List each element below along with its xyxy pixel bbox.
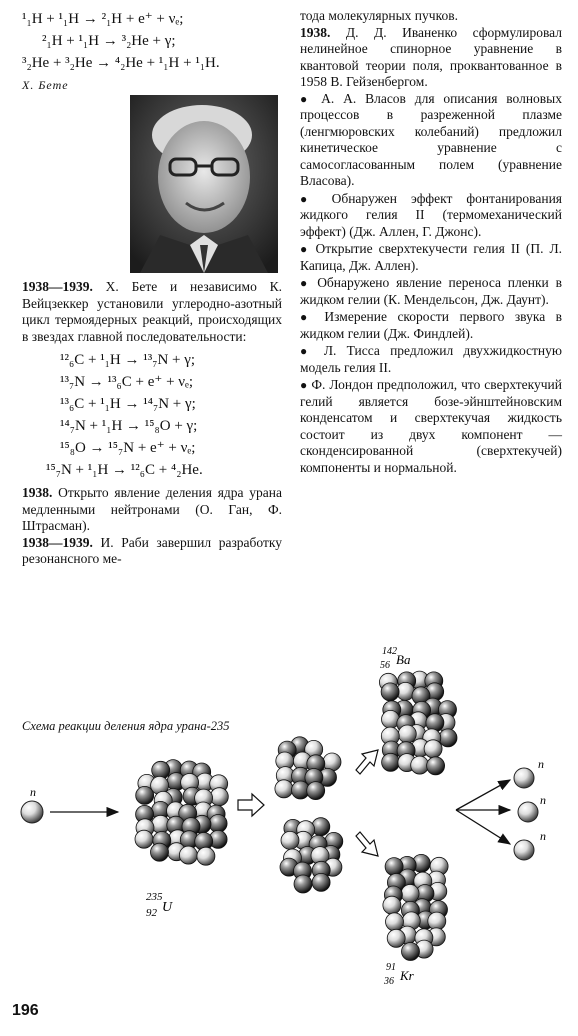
fission-diagram [0,640,578,1000]
paragraph-text: Д. Д. Иваненко сформулировал нелинейное спинорное уравнение в квантовой теории поля, проквантованное в 1958 В. Гейзенбергом. [300,24,562,89]
bullet-item: ● Измерение скорости первого звука в жидком гелии (Дж. Финдлей). [300,309,562,342]
paragraph-text: Х. Бете и независимо К. Вейцзеккер установили углеродно-азотный цикл термоядерных реакций, происходящих в звездах главной последовательности: [22,279,282,344]
pp-chain-equations [22,8,282,74]
cno-cycle-equations [46,349,282,481]
paragraph-bethe [22,279,282,345]
year: 1938—1939. [22,534,93,550]
bullet-item: ● А. А. Власов для описания волновых процессов в разреженной плазме (ленгмюровских колебаний) предложил кинетическое уравнение с самосогласованным полем (уравнение Власова). [300,91,562,190]
charge-number: 36 [384,976,394,987]
nucleon [179,846,197,864]
mass-number: 91 [386,962,396,973]
charge-number: 92 [146,907,157,919]
splitting-nucleus [275,737,343,893]
nucleon [439,729,457,747]
paragraph-text: И. Раби завершил разработку резонансного ме- [22,534,282,566]
nucleon [411,756,429,774]
equation: ¹⁵₇N + ¹₁H → ¹²₆C + ⁴₂He. [46,462,203,478]
nucleon [427,757,445,775]
continued-text: тода молекулярных пучков. [300,8,458,23]
neutron-label: n [540,829,546,843]
nucleon [281,831,299,849]
nucleon [383,896,401,914]
year: 1938—1939. [22,279,93,294]
nucleon [210,788,228,806]
nucleon [386,913,404,931]
paragraph-rabi [22,535,282,568]
nucleon [151,843,169,861]
outgoing-neutron [514,829,546,860]
nucleon [275,780,293,798]
bullet-item: ● Л. Тисса предложил двухжидкостную модель гелия II. [300,343,562,376]
equation: ³₂He + ³₂He → ⁴₂He + ¹₁H + ¹₁H. [22,55,220,71]
nucleon [381,683,399,701]
page-number: 196 [12,1002,39,1019]
paragraph-ivanenko [300,25,562,91]
nucleon [136,786,154,804]
equation: ¹⁵₈O → ¹⁵₇N + e⁺ + νₑ; [60,440,196,456]
equation: ²₁H + ¹₁H → ³₂He + γ; [42,33,176,49]
outgoing-neutron [518,793,546,822]
nucleon [426,714,444,732]
equation: ¹⁴₇N + ¹₁H → ¹⁵₈O + γ; [60,418,198,434]
nucleon [382,753,400,771]
uranium-label [146,891,173,919]
hollow-arrow [238,794,264,816]
photo-caption: Х. Бете [22,78,69,92]
krypton-nucleus [383,854,448,960]
equation: ¹³₆C + ¹₁H → ¹⁴₇N + γ; [60,396,196,412]
paragraph-text: Открыто явление деления ядра урана медленными нейтронами (О. Ган, Ф. Штрасман). [22,485,282,533]
nucleon [312,873,330,891]
portrait-photo [130,95,278,273]
bullet-item: ● Обнаружено явление переноса пленки в жидком гелии (К. Мендельсон, Дж. Даунт). [300,275,562,308]
element-symbol: Kr [400,968,414,983]
krypton-label [383,962,415,987]
barium-nucleus [379,671,457,775]
mass-number: 235 [146,891,163,903]
diagram-caption: Схема реакции деления ядра урана-235 [22,719,230,733]
year: 1938. [22,485,53,500]
uranium-nucleus [135,760,228,866]
nucleon [209,815,227,833]
nucleon [135,830,153,848]
hollow-arrow-down [356,832,378,856]
nucleon [387,929,405,947]
element-symbol: Ba [396,652,411,667]
nucleon [294,875,312,893]
nucleon [398,725,416,743]
bullet-item: ● Ф. Лондон предположил, что сверхтекучий гелий является бозе-эйнштейновским конденсатом и сверхтекучая жидкость состоит из двух компонент — сконденсированной (сверхтекучей) компоненты и нормальной. [300,377,562,476]
neutron-arrow [456,780,510,810]
bullet-item: ● Открытие сверхтекучести гелия II (П. Л. Капица, Дж. Аллен). [300,241,562,274]
incoming-neutron [21,785,43,823]
nucleon [428,912,446,930]
year: 1938. [300,24,331,40]
bullet-item: ● Обнаружен эффект фонтанирования жидкого гелия II (термомеханический эффект) (Дж. Аллен, Г. Джонс). [300,191,562,241]
neutron-label: n [30,785,36,799]
nucleon [424,740,442,758]
nucleon [401,885,419,903]
nucleon [197,847,215,865]
nucleon [307,782,325,800]
charge-number: 56 [380,660,390,671]
left-column [22,8,282,568]
nucleon [402,943,420,961]
neutron-label: n [540,793,546,807]
element-symbol: U [162,900,173,915]
outgoing-neutron [514,757,544,788]
neutron-arrow [456,810,510,844]
neutron-label: n [538,757,544,771]
mass-number: 142 [382,646,397,657]
equation: ¹²₆C + ¹₁H → ¹³₇N + γ; [60,352,196,368]
equation: ¹³₇N → ¹³₆C + e⁺ + νₑ; [60,374,194,390]
paragraph-fission [22,485,282,535]
hollow-arrow-up [356,750,378,774]
equation: ¹₁H + ¹₁H → ²₁H + e⁺ + νₑ; [22,11,184,27]
barium-label [380,646,411,671]
right-column [300,8,562,477]
